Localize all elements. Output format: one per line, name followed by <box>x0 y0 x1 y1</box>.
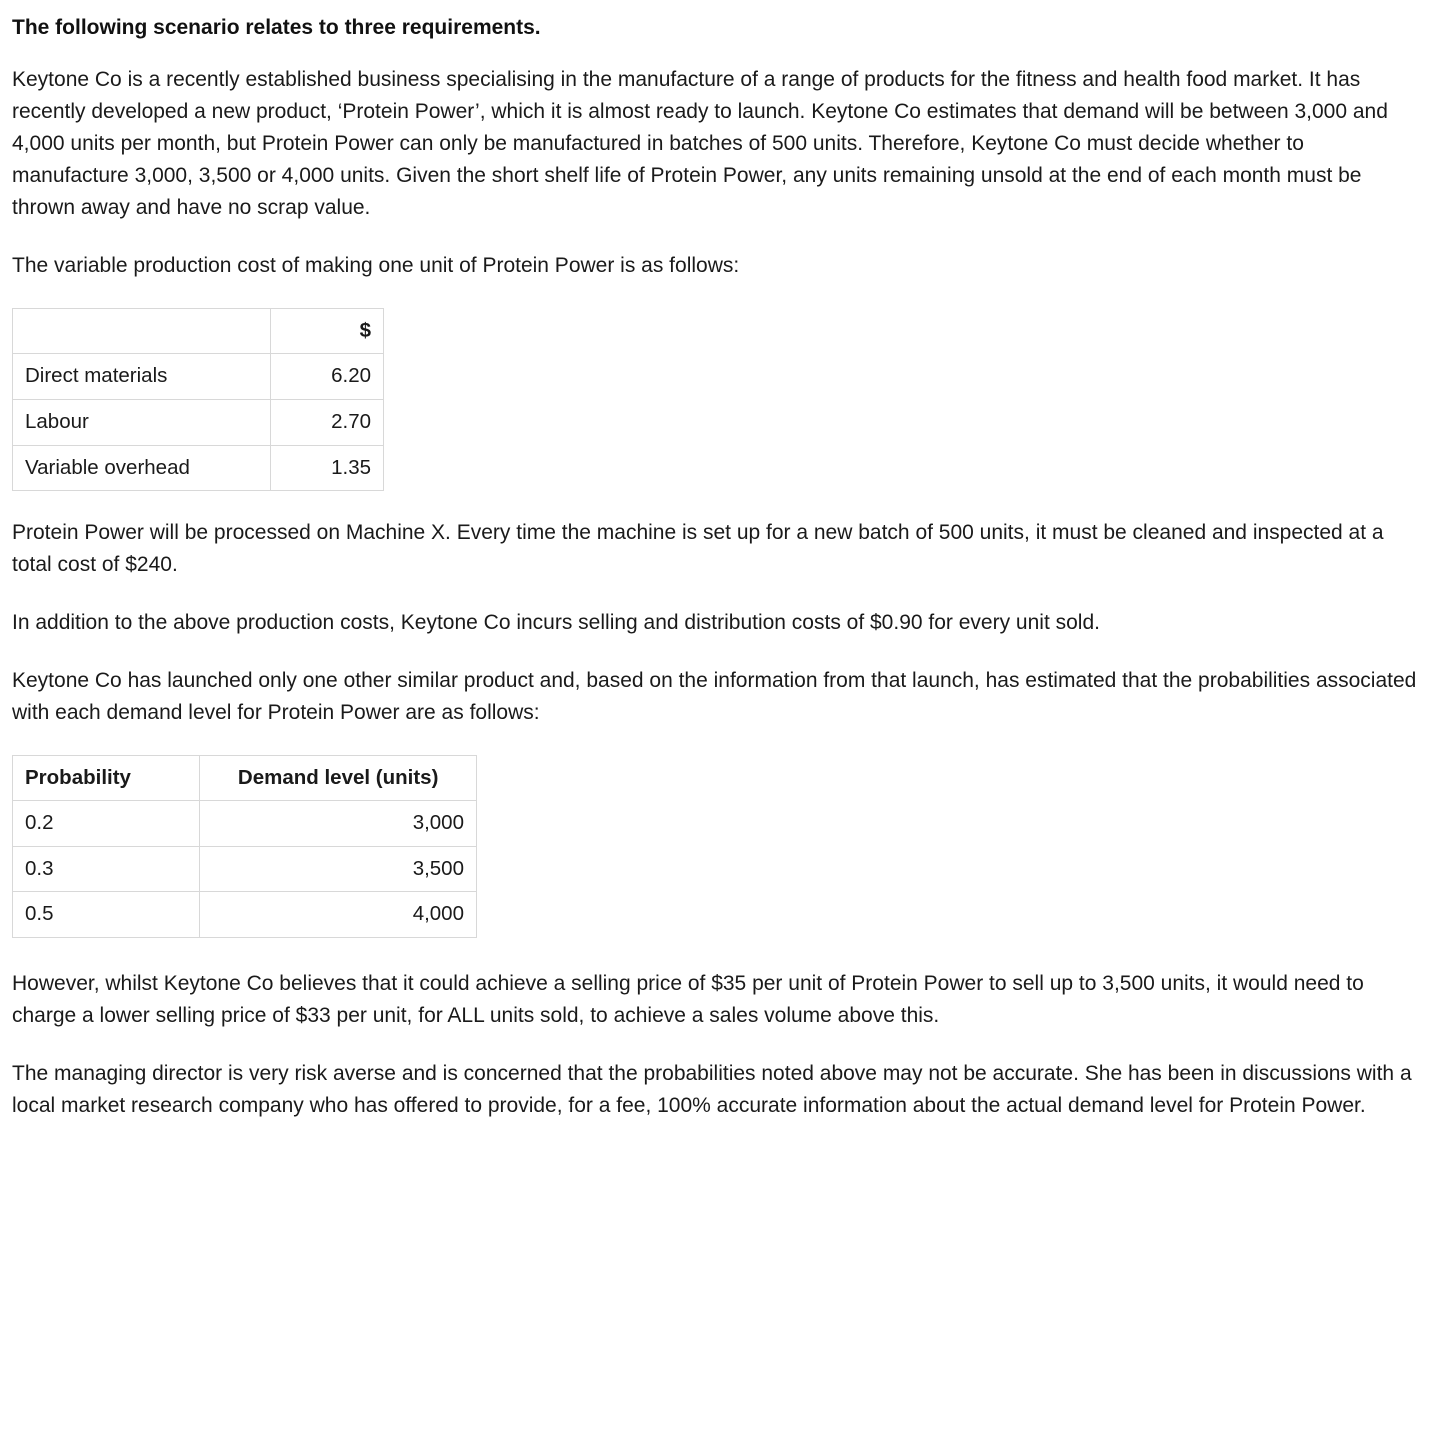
prob-row-probability: 0.3 <box>13 846 200 892</box>
scenario-paragraph-1: Keytone Co is a recently established business specialising in the manufacture of a range of products for the fitness and health food market. It has recently developed a new product, ‘Protein Power’, which it is almost ready to launch. Keytone Co estimates that demand will be between 3,000 and 4,000 units per month, but Protein Power can only be manufactured in batches of 500 units. Therefore, Keytone Co must decide whether to manufacture 3,000, 3,500 or 4,000 units. Given the short shelf life of Protein Power, any units remaining unsold at the end of each month must be thrown away and have no scrap value. <box>12 68 1388 219</box>
table-header-row <box>13 308 384 354</box>
table-row <box>13 354 384 400</box>
prob-row-probability: 0.5 <box>13 892 200 938</box>
cost-table-header-currency: $ <box>271 308 384 354</box>
table-row <box>13 846 477 892</box>
prob-row-demand: 4,000 <box>200 892 477 938</box>
prob-row-probability: 0.2 <box>13 801 200 847</box>
table-row <box>13 892 477 938</box>
probability-intro-paragraph: Keytone Co has launched only one other similar product and, based on the information from that launch, has estimated that the probabilities associated with each demand level for Protein Power are as follows: <box>12 668 1417 724</box>
demand-probability-table <box>12 755 477 938</box>
market-research-paragraph: The managing director is very risk averse and is concerned that the probabilities noted above may not be accurate. She has been in discussions with a local market research company who has offered to provide, for a fee, 100% accurate information about the actual demand level for Protein Power. <box>12 1061 1412 1117</box>
page-title: The following scenario relates to three requirements. <box>12 16 541 39</box>
cost-table-header-blank <box>13 308 271 354</box>
cost-row-label: Direct materials <box>13 354 271 400</box>
prob-row-demand: 3,500 <box>200 846 477 892</box>
table-header-row <box>13 755 477 801</box>
cost-row-value: 2.70 <box>271 399 384 445</box>
cost-row-label: Variable overhead <box>13 445 271 491</box>
table-row <box>13 445 384 491</box>
cost-row-label: Labour <box>13 399 271 445</box>
cost-row-value: 1.35 <box>271 445 384 491</box>
variable-production-cost-table <box>12 308 384 491</box>
selling-price-paragraph: However, whilst Keytone Co believes that it could achieve a selling price of $35 per unit of Protein Power to sell up to 3,500 units, it would need to charge a lower selling price of $33 per unit, for ALL units sold, to achieve a sales volume above this. <box>12 972 1364 1027</box>
cost-row-value: 6.20 <box>271 354 384 400</box>
variable-cost-intro: The variable production cost of making one unit of Protein Power is as follows: <box>12 253 740 277</box>
table-row <box>13 801 477 847</box>
selling-distribution-paragraph: In addition to the above production costs, Keytone Co incurs selling and distribution costs of $0.90 for every unit sold. <box>12 610 1100 634</box>
machine-setup-paragraph: Protein Power will be processed on Machine X. Every time the machine is set up for a new batch of 500 units, it must be cleaned and inspected at a total cost of $240. <box>12 521 1384 577</box>
prob-row-demand: 3,000 <box>200 801 477 847</box>
prob-table-header-demand: Demand level (units) <box>200 755 477 801</box>
table-row <box>13 399 384 445</box>
prob-table-header-probability: Probability <box>13 755 200 801</box>
